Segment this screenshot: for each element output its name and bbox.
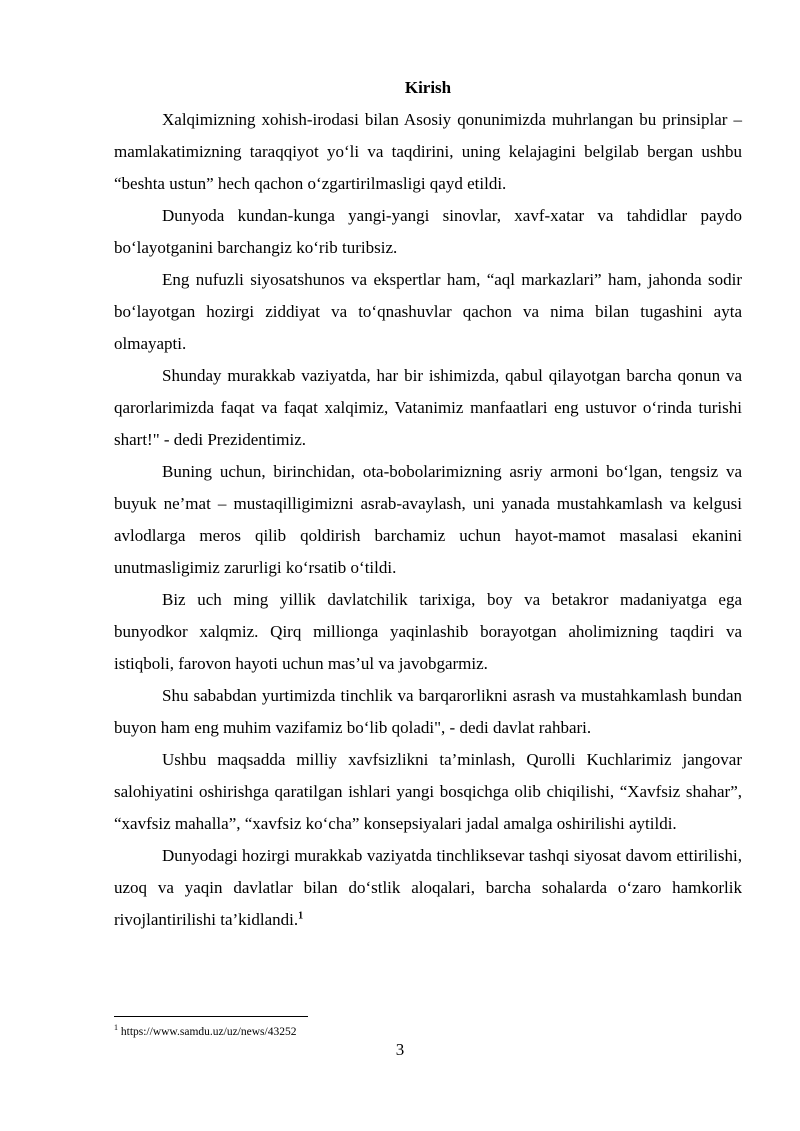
document-title: Kirish (404, 78, 452, 97)
document-body (114, 72, 742, 936)
paragraph-text: Dunyodagi hozirgi murakkab vaziyatda tinchliksevar tashqi siyosat davom ettirilishi, uzoq va yaqin davlatlar bilan do‘stlik aloqalari, barcha sohalarda o‘zaro hamkorlik rivojlantirilishi ta’kidlandi. (114, 846, 742, 929)
paragraph: Shu sababdan yurtimizda tinchlik va barqarorlikni asrash va mustahkamlash bundan buyon ham eng muhim vazifamiz bo‘lib qoladi", - dedi davlat rahbari. (114, 686, 742, 737)
paragraph: Shunday murakkab vaziyatda, har bir ishimizda, qabul qilayotgan barcha qonun va qarorlarimizda faqat va faqat xalqimiz, Vatanimiz manfaatlari eng ustuvor o‘rinda turishi shart!" - dedi Prezidentimiz. (114, 366, 742, 449)
paragraph: Xalqimizning xohish-irodasi bilan Asosiy qonunimizda muhrlangan bu prinsiplar – mamlakatimizning taraqqiyot yo‘li va taqdirini, uning kelajagini belgilab bergan ushbu “beshta ustun” hech qachon o‘zgartirilmasligi qayd etildi. (114, 110, 742, 193)
paragraph: Ushbu maqsadda milliy xavfsizlikni ta’minlash, Qurolli Kuchlarimiz jangovar salohiyatini oshirishga qaratilgan ishlari yangi bosqichga olib chiqilishi, “Xavfsiz shahar”, “xavfsiz mahalla”, “xavfsiz ko‘cha” konsepsiyalari jadal amalga oshirilishi aytildi. (114, 750, 742, 833)
paragraph: Dunyoda kundan-kunga yangi-yangi sinovlar, xavf-xatar va tahdidlar paydo bo‘layotganini barchangiz ko‘rib turibsiz. (114, 206, 742, 257)
paragraph: Eng nufuzli siyosatshunos va ekspertlar ham, “aql markazlari” ham, jahonda sodir bo‘layotgan hozirgi ziddiyat va to‘qnashuvlar qachon va nima bilan tugashini ayta olmayapti. (114, 270, 742, 353)
footnote-link[interactable]: https://www.samdu.uz/uz/news/43252 (120, 1026, 297, 1038)
footnote-separator (114, 1016, 308, 1017)
paragraph: Biz uch ming yillik davlatchilik tarixiga, boy va betakror madaniyatga ega bunyodkor xalqmiz. Qirq millionga yaqinlashib borayotgan aholimizning taqdiri va istiqboli, farovon hayoti uchun mas’ul va javobgarmiz. (114, 590, 742, 673)
paragraph: Buning uchun, birinchidan, ota-bobolarimizning asriy armoni bo‘lgan, tengsiz va buyuk ne’mat – mustaqilligimizni asrab-avaylash, uni yanada mustahkamlash va kelgusi avlodlarga meros qilib qoldirish barchamiz uchun hayot-mamot masalasi ekanini unutmasligimiz zarurligi ko‘rsatib o‘tildi. (114, 462, 742, 577)
paragraph-with-footnote (114, 840, 742, 936)
footnote-reference[interactable]: 1 (298, 910, 304, 922)
footnote-marker: 1 (114, 1023, 118, 1033)
footnote (114, 1025, 296, 1039)
page-number: 3 (395, 1040, 405, 1059)
